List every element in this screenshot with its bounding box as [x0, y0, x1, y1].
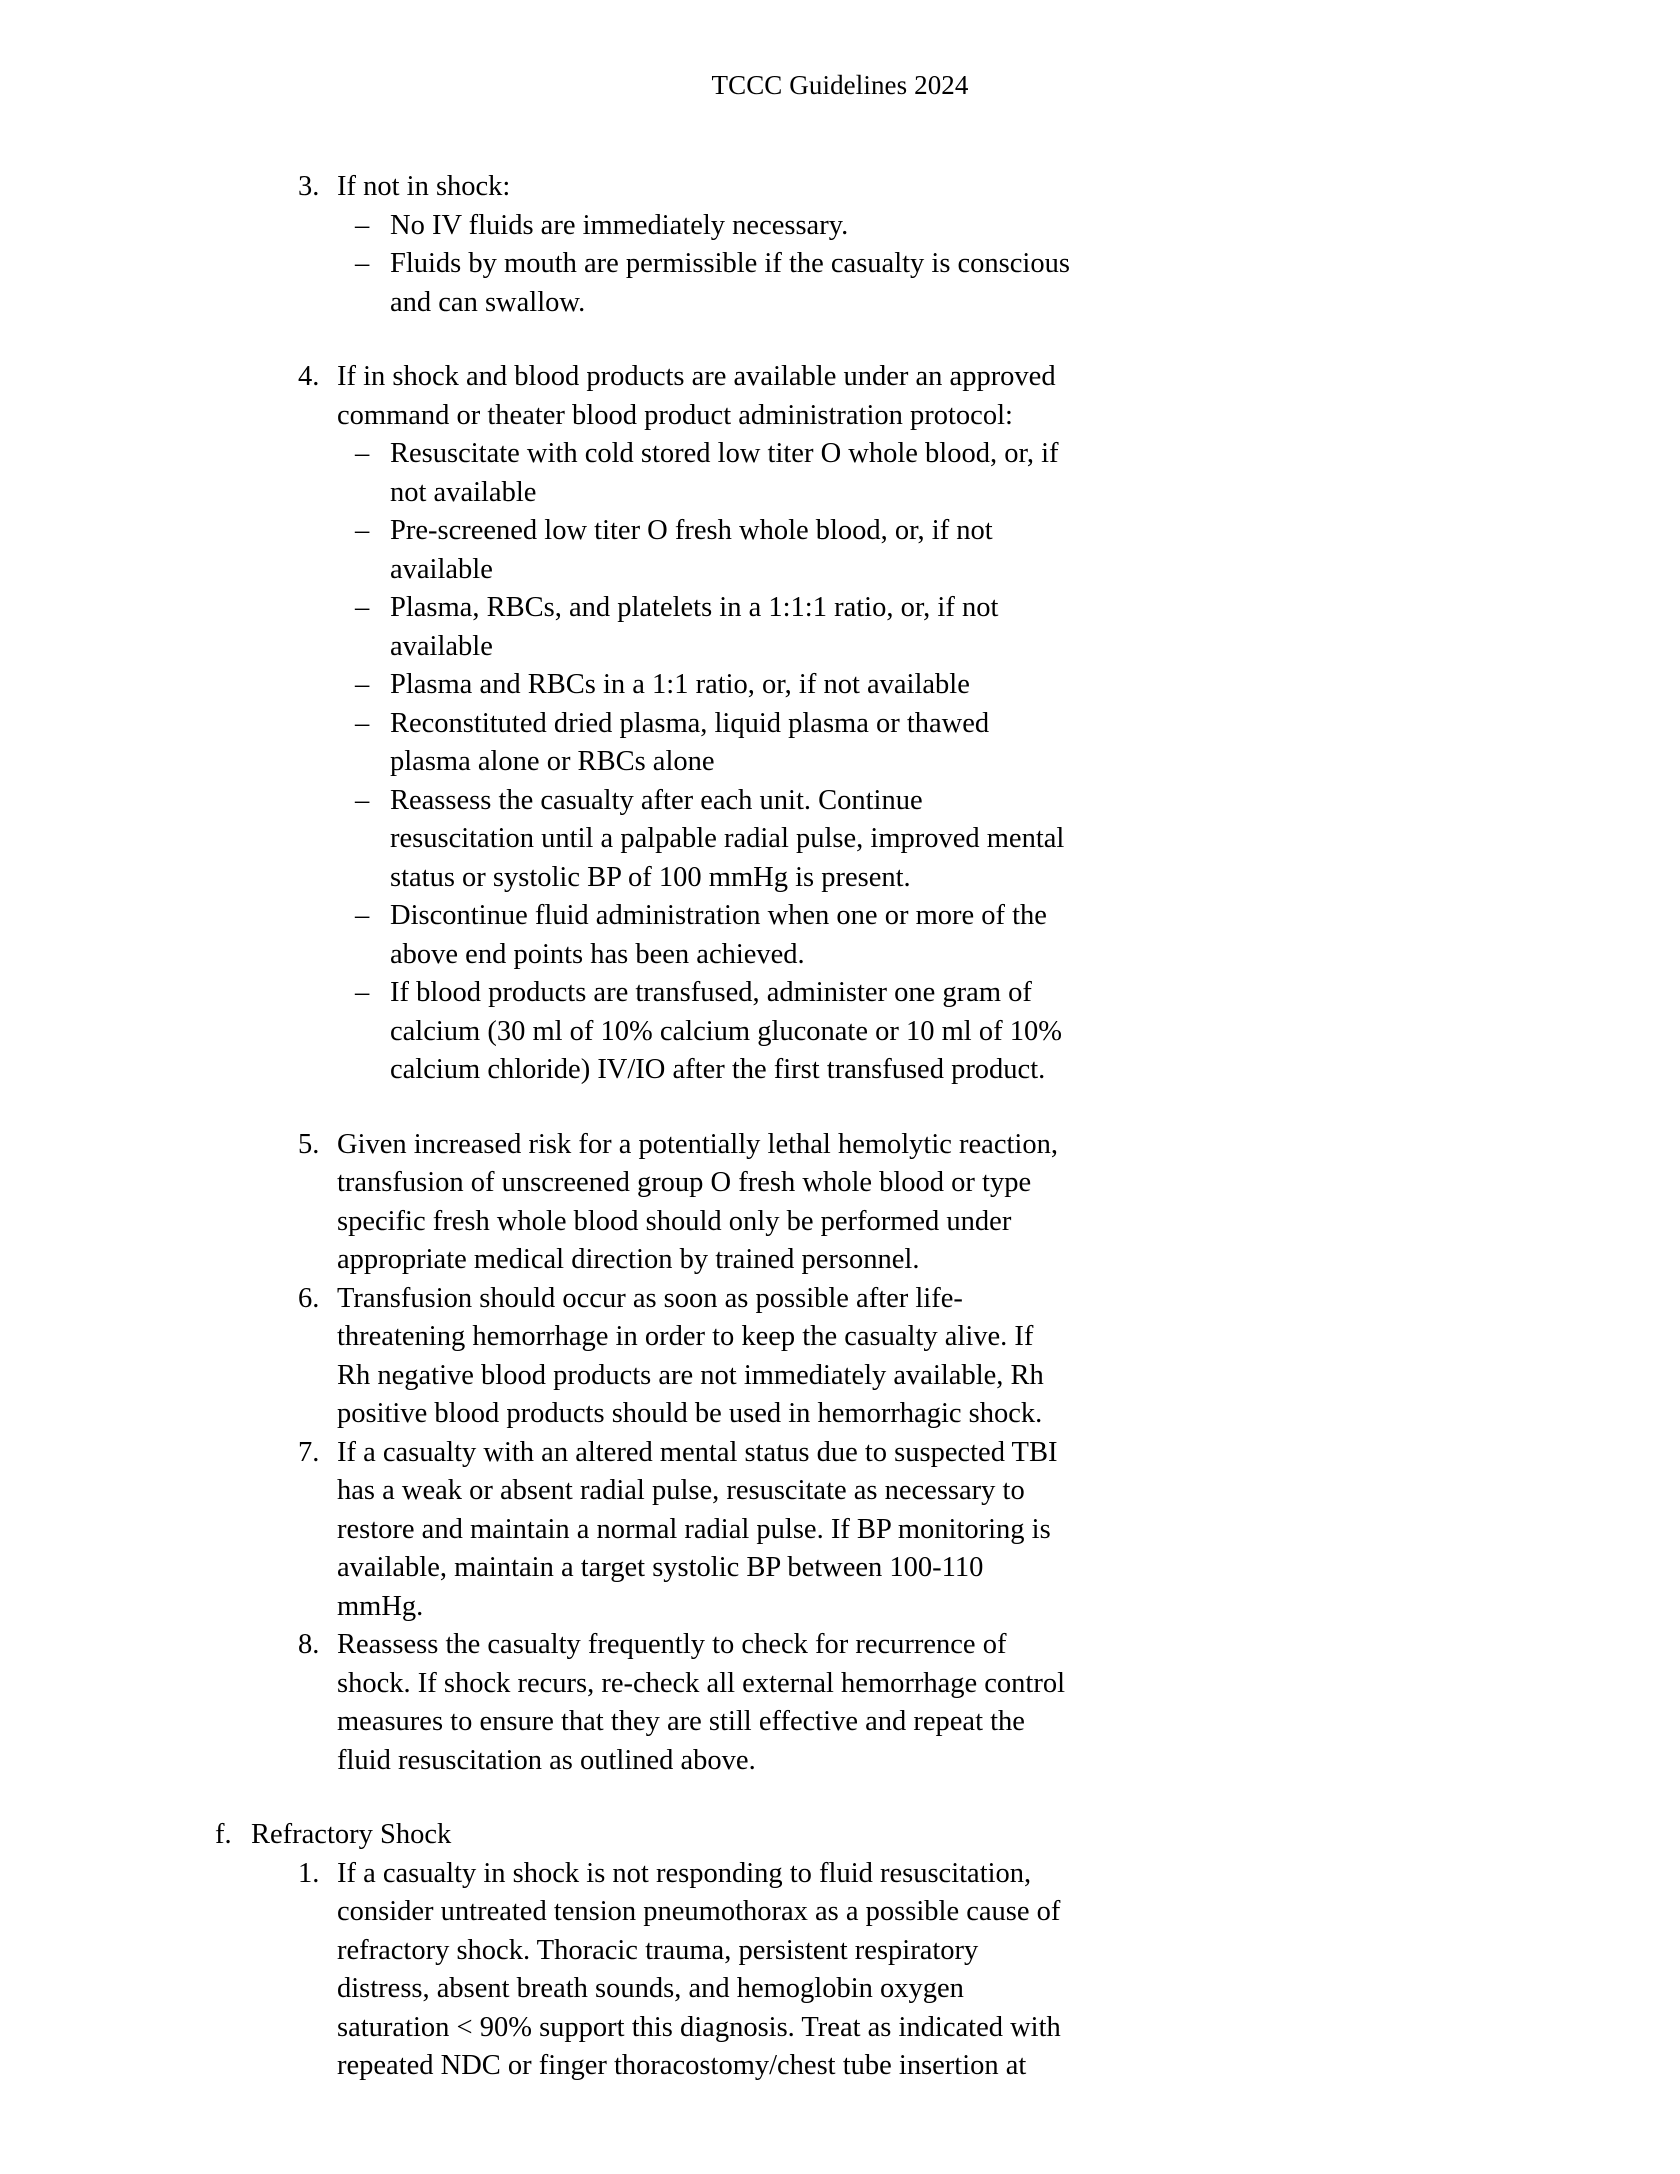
document-body: [0, 168, 1680, 2086]
list-item-text: If not in shock:: [337, 171, 511, 202]
list-item-text: Reconstituted dried plasma, liquid plasma or thawed plasma alone or RBCs alone: [390, 707, 990, 777]
dash-bullet-icon: –: [355, 900, 370, 931]
list-marker: 8.: [298, 1629, 320, 1660]
dash-bullet-icon: –: [355, 438, 370, 469]
dash-bullet-icon: –: [355, 592, 370, 623]
paragraph-spacer: [0, 1090, 1680, 1126]
dash-bullet-icon: –: [355, 248, 370, 279]
list-item-text: No IV fluids are immediately necessary.: [390, 209, 849, 241]
list-item-text: If a casualty in shock is not responding to fluid resuscitation, consider untreated tension pneumothorax as a possible cause of refractory shock. Thoracic trauma, persistent respiratory distress, absent breath sounds, and hemoglobin oxygen saturation < 90% support this diagnosis. Treat as indicated with repeated NDC or finger thoracostomy/chest tube insertion at: [337, 1857, 1061, 2081]
section-f-item-1: [0, 1855, 1680, 2086]
list-marker: 5.: [298, 1128, 320, 1160]
list-marker: 3.: [298, 171, 320, 202]
list-item-4-bullet-3: [0, 589, 1680, 666]
list-item-text: Plasma and RBCs in a 1:1 ratio, or, if not available: [390, 669, 970, 700]
list-item-text: If blood products are transfused, administer one gram of calcium (30 ml of 10% calcium gluconate or 10 ml of 10% calcium chloride) IV/IO after the first transfused product.: [390, 977, 1062, 1085]
list-item-text: Given increased risk for a potentially lethal hemolytic reaction, transfusion of unscreened group O fresh whole blood or type specific fresh whole blood should only be performed under appropriate medical direction by trained personnel.: [337, 1128, 1058, 1275]
list-marker: 7.: [298, 1436, 320, 1468]
dash-bullet-icon: –: [355, 977, 370, 1008]
list-item-3-bullet-2: [0, 245, 1680, 322]
dash-bullet-icon: –: [355, 784, 370, 816]
list-item-4-bullet-5: [0, 705, 1680, 782]
section-marker: f.: [215, 1819, 232, 1850]
list-item-6: [0, 1280, 1680, 1434]
list-item-text: Reassess the casualty frequently to check for recurrence of shock. If shock recurs, re-check all external hemorrhage control measures to ensure that they are still effective and repeat the fluid resuscitation as outlined above.: [337, 1629, 1066, 1776]
list-item-5: [0, 1126, 1680, 1280]
paragraph-spacer: [0, 322, 1680, 358]
list-item-4-bullet-6: [0, 782, 1680, 898]
list-item-text: Reassess the casualty after each unit. Continue resuscitation until a palpable radial pulse, improved mental status or systolic BP of 100 mmHg is present.: [390, 784, 1065, 893]
list-item-3-bullet-1: [0, 207, 1680, 246]
list-marker: 1.: [298, 1857, 320, 1889]
page-header: TCCC Guidelines 2024: [711, 70, 969, 100]
list-item-3: [0, 168, 1680, 207]
list-item-text: Resuscitate with cold stored low titer O whole blood, or, if not available: [390, 438, 1059, 508]
list-item-text: Discontinue fluid administration when one or more of the above end points has been achieved.: [390, 900, 1047, 970]
list-marker: 4.: [298, 361, 320, 392]
list-item-text: If a casualty with an altered mental status due to suspected TBI has a weak or absent radial pulse, resuscitate as necessary to restore and maintain a normal radial pulse. If BP monitoring is available, maintain a target systolic BP between 100-110 mmHg.: [337, 1436, 1058, 1622]
section-f-heading: [0, 1816, 1680, 1855]
list-marker: 6.: [298, 1282, 320, 1314]
list-item-4-bullet-7: [0, 897, 1680, 974]
list-item-4: [0, 358, 1680, 435]
list-item-text: Plasma, RBCs, and platelets in a 1:1:1 ratio, or, if not available: [390, 592, 999, 662]
section-title: Refractory Shock: [251, 1819, 452, 1850]
list-item-8: [0, 1626, 1680, 1780]
list-item-text: Transfusion should occur as soon as possible after life-threatening hemorrhage in order to keep the casualty alive. If Rh negative blood products are not immediately available, Rh positive blood products should be used in hemorrhagic shock.: [337, 1282, 1044, 1429]
dash-bullet-icon: –: [355, 707, 370, 739]
list-item-text: Fluids by mouth are permissible if the casualty is conscious and can swallow.: [390, 248, 1070, 318]
dash-bullet-icon: –: [355, 209, 370, 241]
list-item-4-bullet-4: [0, 666, 1680, 705]
list-item-text: Pre-screened low titer O fresh whole blood, or, if not available: [390, 515, 993, 585]
list-item-4-bullet-8: [0, 974, 1680, 1090]
dash-bullet-icon: –: [355, 669, 370, 700]
list-item-text: If in shock and blood products are available under an approved command or theater blood product administration protocol:: [337, 361, 1056, 431]
list-item-7: [0, 1434, 1680, 1627]
dash-bullet-icon: –: [355, 515, 370, 546]
list-item-4-bullet-1: [0, 435, 1680, 512]
list-item-4-bullet-2: [0, 512, 1680, 589]
section-spacer: [0, 1780, 1680, 1816]
